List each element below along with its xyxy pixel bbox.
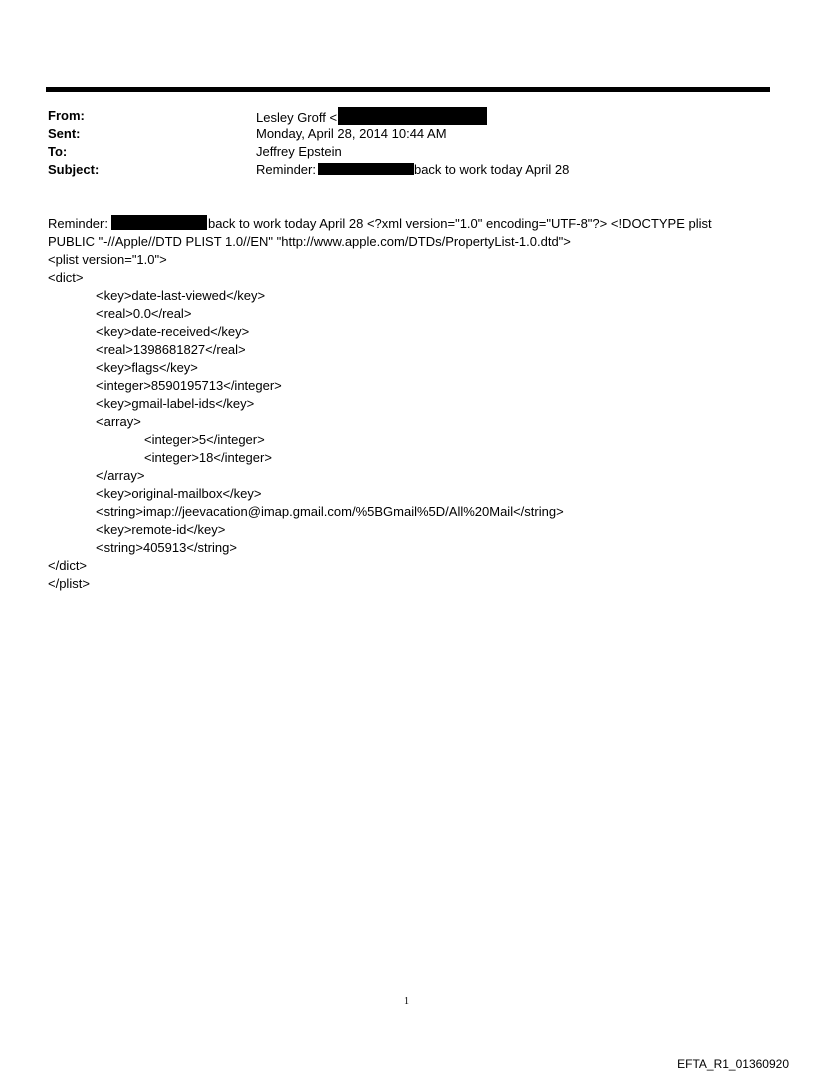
- sent-label: Sent:: [48, 126, 81, 141]
- plist-line: <integer>5</integer>: [144, 432, 265, 447]
- from-sender-name: Lesley Groff <: [256, 110, 338, 125]
- plist-line: <key>date-received</key>: [96, 324, 250, 339]
- message-body: [48, 215, 778, 593]
- plist-line: PUBLIC "-//Apple//DTD PLIST 1.0//EN" "http://www.apple.com/DTDs/PropertyList-1.0.dtd">: [48, 234, 571, 249]
- body-intro-prefix: Reminder:: [48, 216, 108, 231]
- plist-line: <real>0.0</real>: [96, 306, 192, 321]
- plist-line: <real>1398681827</real>: [96, 342, 246, 357]
- body-intro-line: [48, 215, 778, 233]
- sent-value: Monday, April 28, 2014 10:44 AM: [256, 126, 447, 141]
- plist-line: <key>remote-id</key>: [96, 522, 226, 537]
- plist-line: <key>flags</key>: [96, 360, 198, 375]
- subject-suffix: back to work today April 28: [413, 162, 570, 177]
- redaction-box: [111, 215, 207, 230]
- redaction-box: [318, 163, 414, 175]
- from-value: [256, 107, 487, 127]
- page-number: 1: [404, 996, 409, 1007]
- plist-line: <dict>: [48, 270, 84, 285]
- plist-line: <key>date-last-viewed</key>: [96, 288, 266, 303]
- to-label: To:: [48, 144, 68, 159]
- plist-line: <integer>8590195713</integer>: [96, 378, 282, 393]
- plist-line: <array>: [96, 414, 141, 429]
- plist-line: </array>: [96, 468, 145, 483]
- to-value: Jeffrey Epstein: [256, 144, 342, 159]
- plist-line: </dict>: [48, 558, 88, 573]
- plist-line: <key>gmail-label-ids</key>: [96, 396, 255, 411]
- subject-label: Subject:: [48, 162, 100, 177]
- document-id: EFTA_R1_01360920: [677, 1057, 789, 1071]
- plist-line: <key>original-mailbox</key>: [96, 486, 262, 501]
- subject-prefix: Reminder:: [256, 162, 316, 177]
- plist-line: <string>405913</string>: [96, 540, 237, 555]
- plist-line: <string>imap://jeevacation@imap.gmail.com/%5BGmail%5D/All%20Mail</string>: [96, 504, 564, 519]
- plist-line: </plist>: [48, 576, 90, 591]
- subject-value: [256, 161, 569, 179]
- from-label: From:: [48, 108, 85, 123]
- body-intro-suffix: back to work today April 28 <?xml version="1.0" encoding="UTF-8"?> <!DOCTYPE plist: [207, 216, 712, 231]
- plist-line: <integer>18</integer>: [144, 450, 272, 465]
- redaction-box: [338, 107, 487, 125]
- header-divider: [46, 87, 770, 92]
- plist-line: <plist version="1.0">: [48, 252, 167, 267]
